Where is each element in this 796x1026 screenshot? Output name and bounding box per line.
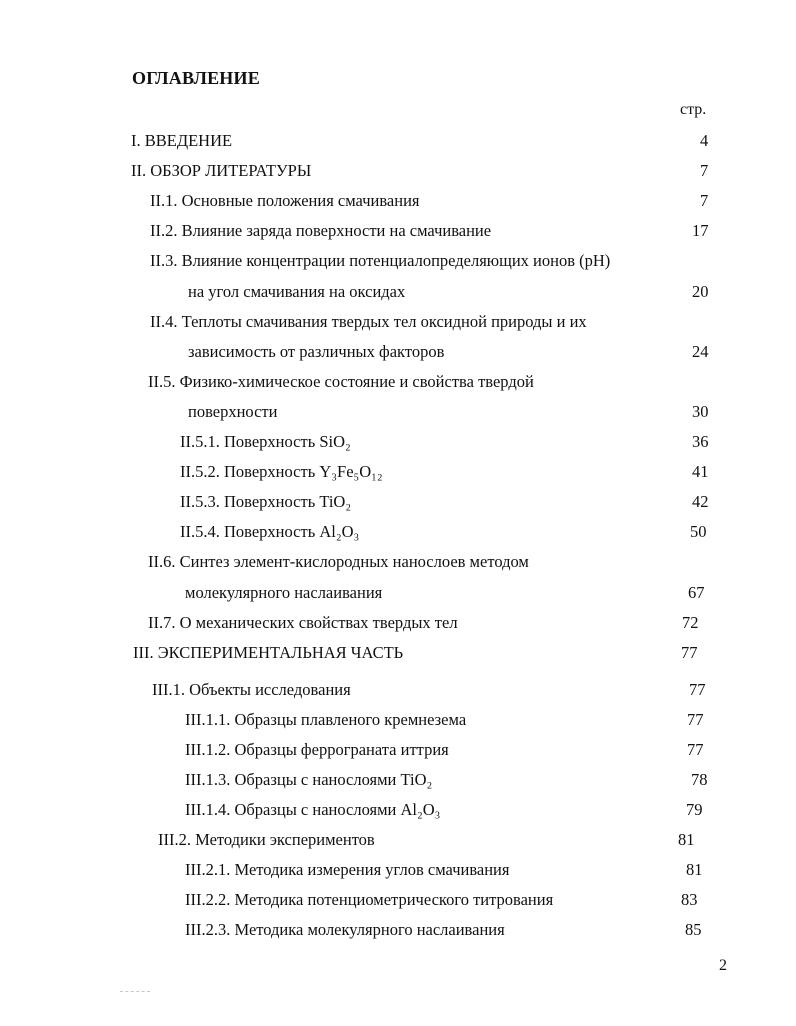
toc-entry-text: III.2.3. Методика молекулярного наслаивания bbox=[185, 920, 505, 939]
toc-entry-text: III.1.1. Образцы плавленого кремнезема bbox=[185, 710, 467, 729]
toc-entry-page: 81 bbox=[686, 860, 703, 879]
toc-entry-text: II.5. Физико-химическое состояние и свойства твердой bbox=[148, 372, 534, 391]
toc-entry bbox=[131, 129, 711, 153]
toc-entry-text: молекулярного наслаивания bbox=[185, 583, 383, 602]
toc-entry bbox=[131, 159, 711, 183]
toc-entry-page: 78 bbox=[691, 770, 708, 789]
toc-entry bbox=[180, 490, 711, 514]
toc-entry bbox=[185, 768, 711, 792]
toc-entry-page: 83 bbox=[681, 890, 698, 909]
toc-entry bbox=[148, 611, 711, 635]
toc-entry-page: 77 bbox=[687, 710, 704, 729]
toc-entry-text: III.2.1. Методика измерения углов смачивания bbox=[185, 860, 510, 879]
toc-entry-text: III.2. Методики экспериментов bbox=[158, 830, 375, 849]
toc-entry bbox=[188, 280, 711, 304]
toc-entry-text: зависимость от различных факторов bbox=[188, 342, 445, 361]
toc-entry-text: II.5.2. Поверхность Y₃Fe₅O₁₂ bbox=[180, 462, 383, 481]
toc-entry-page: 24 bbox=[692, 342, 709, 361]
toc-entry bbox=[150, 249, 711, 273]
toc-entry-page: 4 bbox=[700, 131, 709, 150]
toc-entry bbox=[185, 581, 711, 605]
toc-entry bbox=[150, 219, 711, 243]
toc-entry bbox=[150, 310, 711, 334]
toc-entry bbox=[185, 738, 711, 762]
toc-entry-page: 41 bbox=[692, 462, 709, 481]
toc-entry-text: II.6. Синтез элемент-кислородных нанослоев методом bbox=[148, 552, 529, 571]
page-column-label: стр. bbox=[680, 101, 707, 118]
toc-entry bbox=[185, 918, 711, 942]
toc-entry-text: II.4. Теплоты смачивания твердых тел оксидной природы и их bbox=[150, 312, 587, 331]
toc-entry-page: 36 bbox=[692, 432, 709, 451]
toc-entry-page: 7 bbox=[700, 191, 709, 210]
toc-entry-page: 77 bbox=[681, 643, 698, 662]
toc-entry-page: 77 bbox=[687, 740, 704, 759]
toc-entry-page: 72 bbox=[682, 613, 699, 632]
toc-entry-text: II.3. Влияние концентрации потенциалопределяющих ионов (pH) bbox=[150, 251, 611, 270]
toc-entry bbox=[185, 888, 711, 912]
toc-entry-page: 77 bbox=[689, 680, 706, 699]
toc-entry-text: I. ВВЕДЕНИЕ bbox=[131, 131, 233, 150]
toc-entry-text: III.1. Объекты исследования bbox=[152, 680, 351, 699]
toc-entry-text: II. ОБЗОР ЛИТЕРАТУРЫ bbox=[131, 161, 312, 180]
toc-entry bbox=[185, 858, 711, 882]
toc-entry bbox=[133, 641, 711, 665]
toc-entry-text: III.2.2. Методика потенциометрического титрования bbox=[185, 890, 554, 909]
toc-entry bbox=[188, 340, 711, 364]
toc-entry-page: 42 bbox=[692, 492, 709, 511]
toc-entry bbox=[185, 798, 711, 822]
toc-entry-page: 67 bbox=[688, 583, 705, 602]
toc-entry bbox=[180, 460, 711, 484]
toc-entry-text: III.1.2. Образцы феррограната иттрия bbox=[185, 740, 449, 759]
toc-entry-page: 30 bbox=[692, 402, 709, 421]
toc-entry-text: II.5.1. Поверхность SiO₂ bbox=[180, 432, 351, 451]
toc-entry bbox=[158, 828, 711, 852]
toc-entry-text: II.5.3. Поверхность TiO₂ bbox=[180, 492, 352, 511]
toc-entry-text: II.5.4. Поверхность Al₂O₃ bbox=[180, 522, 360, 541]
toc-entry bbox=[180, 520, 711, 544]
toc-entry-text: II.7. О механических свойствах твердых тел bbox=[148, 613, 458, 632]
toc-entry-page: 79 bbox=[686, 800, 703, 819]
toc-entry bbox=[152, 678, 711, 702]
toc-entry bbox=[148, 550, 711, 574]
page-number: 2 bbox=[719, 957, 727, 974]
toc-entry-text: на угол смачивания на оксидах bbox=[188, 282, 406, 301]
toc-entry-text: II.1. Основные положения смачивания bbox=[150, 191, 420, 210]
toc-entry bbox=[185, 708, 711, 732]
toc-entry-text: II.2. Влияние заряда поверхности на смачивание bbox=[150, 221, 492, 240]
toc-entry-page: 50 bbox=[690, 522, 707, 541]
scan-mark bbox=[120, 991, 150, 993]
toc-entry-page: 7 bbox=[700, 161, 709, 180]
toc-entry-text: III. ЭКСПЕРИМЕНТАЛЬНАЯ ЧАСТЬ bbox=[133, 643, 404, 662]
toc-entry-page: 85 bbox=[685, 920, 702, 939]
toc-entry bbox=[148, 370, 711, 394]
toc-entry bbox=[188, 400, 711, 424]
toc-entry-text: III.1.4. Образцы с нанослоями Al₂O₃ bbox=[185, 800, 441, 819]
toc-entry-page: 81 bbox=[678, 830, 695, 849]
toc-title: ОГЛАВЛЕНИЕ bbox=[132, 68, 260, 88]
toc-entry-page: 17 bbox=[692, 221, 709, 240]
toc-entry-page: 20 bbox=[692, 282, 709, 301]
toc-entry-text: поверхности bbox=[188, 402, 278, 421]
toc-entry bbox=[180, 430, 711, 454]
toc-entry bbox=[150, 189, 711, 213]
toc-entry-text: III.1.3. Образцы с нанослоями TiO₂ bbox=[185, 770, 433, 789]
